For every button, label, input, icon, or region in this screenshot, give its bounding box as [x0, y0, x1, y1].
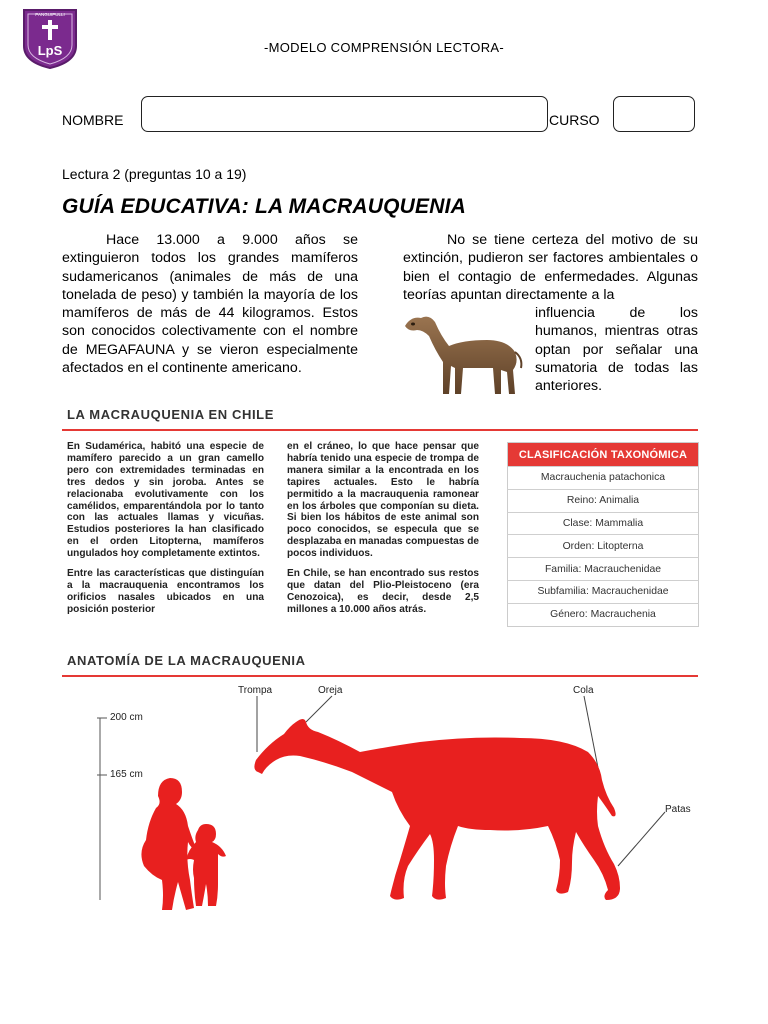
human-child-silhouette [186, 824, 226, 906]
chile-paragraph-1: En Sudamérica, habitó una especie de mamífero parecido a un gran camello pero con extremidades terminadas en tres dedos y sin joroba. Antes se relacionaba evolutivamente con los camélidos, emparentándola por lo tanto con las actuales llamas y vicuñas. Estudios posteriores la han clasificado en el orden Litopterna, mamíferos ungulados hoy completamente extintos. [67, 441, 264, 560]
chile-section-heading: LA MACRAUQUENIA EN CHILE [67, 407, 274, 422]
document-header: -MODELO COMPRENSIÓN LECTORA- [263, 40, 505, 55]
course-field[interactable] [613, 96, 695, 132]
chile-divider [62, 429, 698, 431]
name-field[interactable] [141, 96, 548, 132]
chile-column-2 [287, 441, 479, 624]
label-patas: Patas [665, 804, 691, 815]
macrauchenia-photo [403, 306, 525, 398]
chile-paragraph-3: en el cráneo, lo que hace pensar que habría tenido una especie de trompa de manera similar a la encontrada en los tapires actuales. Esto le habría permitido a la macrauquenia ramonear en los árboles que componían su dieta. Si bien los hábitos de este animal son poco conocidos, se especula que se desplazaba en manadas compuestas de pocos individuos. [287, 441, 479, 560]
height-label-165: 165 cm [110, 769, 143, 780]
label-trompa: Trompa [238, 685, 273, 696]
taxonomy-row: Género: Macrauchenia [508, 603, 699, 626]
intro-right-continuation-paragraph: influencia de los humanos, mientras otras optan por señalar una sumatoria de todas las anteriores. [535, 305, 698, 395]
intro-left-paragraph: Hace 13.000 a 9.000 años se extinguieron todos los grandes mamíferos sudamericanos (animales de más de una tonelada de peso) y también la mayoría de los mamíferos de más de 44 kilogramos. Estos son conocidos colectivamente con el nombre de MEGAFAUNA y se vieron especialmente afectados en el continente americano. [62, 232, 358, 377]
anatomy-section-heading: ANATOMÍA DE LA MACRAUQUENIA [67, 653, 306, 668]
taxonomy-heading: CLASIFICACIÓN TAXONÓMICA [508, 443, 699, 467]
chile-paragraph-2: Entre las características que distinguían a la macrauquenia encontramos los orificios nasales ubicados en una posición posterior [67, 568, 264, 615]
human-adult-silhouette [141, 778, 196, 910]
taxonomy-table [507, 442, 699, 627]
label-cola: Cola [573, 685, 594, 696]
reading-label: Lectura 2 (preguntas 10 a 19) [62, 166, 247, 182]
name-label: NOMBRE [62, 112, 124, 128]
logo-text: LpS [37, 43, 63, 58]
height-label-200: 200 cm [110, 712, 143, 723]
chile-column-1 [67, 441, 264, 624]
label-oreja: Oreja [318, 685, 343, 696]
taxonomy-row: Macrauchenia patachonica [508, 467, 699, 490]
course-label: CURSO [549, 112, 600, 128]
logo-top-text: PANGUIPULLI [35, 12, 65, 17]
taxonomy-row: Reino: Animalia [508, 489, 699, 512]
school-logo [20, 6, 80, 70]
chile-paragraph-4: En Chile, se han encontrado sus restos que datan del Plio-Pleistoceno (era Cenozoica), es decir, desde 2,5 millones a 10.000 años atrás. [287, 568, 479, 615]
macrauchenia-silhouette [254, 719, 620, 900]
taxonomy-row: Subfamilia: Macrauchenidae [508, 580, 699, 603]
intro-right-continuation [535, 304, 698, 395]
taxonomy-row: Orden: Litopterna [508, 535, 699, 558]
guide-title: GUÍA EDUCATIVA: LA MACRAUQUENIA [62, 195, 467, 218]
anatomy-divider [62, 675, 698, 677]
intro-left-column [62, 231, 358, 377]
intro-right-paragraph: No se tiene certeza del motivo de su extinción, pudieron ser factores ambientales o bien el contagio de enfermedades. Algunas teorías apuntan directamente a la [403, 232, 698, 303]
taxonomy-row: Familia: Macrauchenidae [508, 558, 699, 581]
intro-right-column [403, 231, 698, 304]
taxonomy-row: Clase: Mammalia [508, 512, 699, 535]
height-scale [97, 718, 107, 900]
